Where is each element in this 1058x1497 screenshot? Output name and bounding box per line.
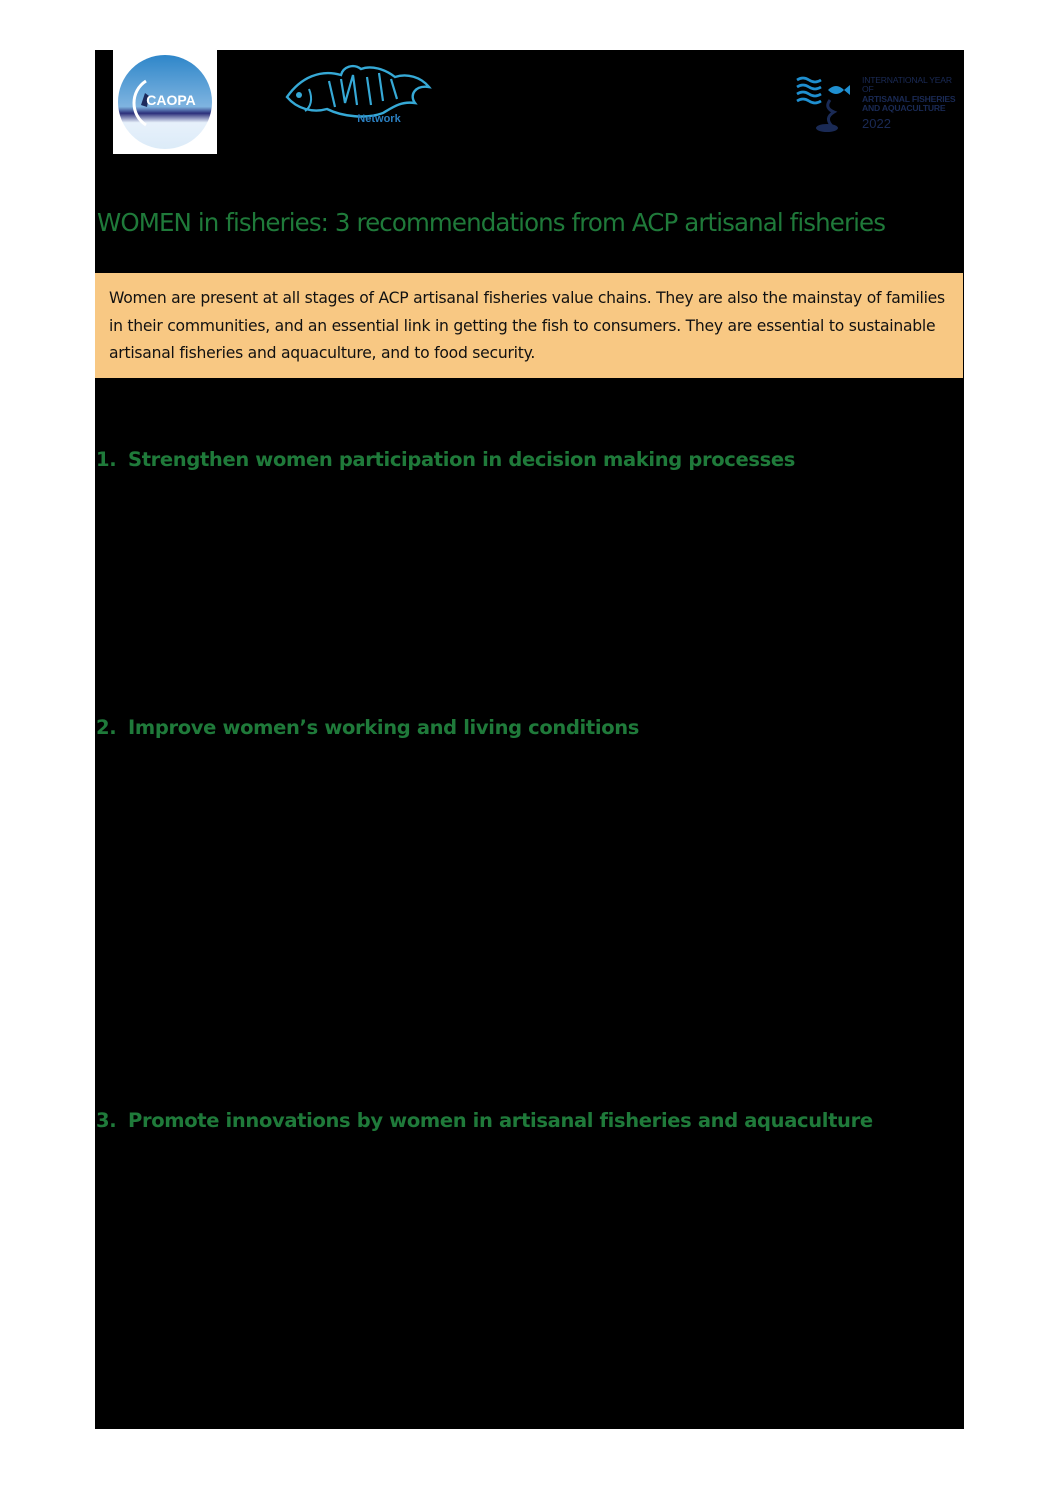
iyafa-line-3: AND AQUACULTURE xyxy=(862,103,946,114)
caopa-logo-text: CAOPA xyxy=(146,92,196,108)
mftal-network-logo xyxy=(283,55,433,135)
intro-callout xyxy=(95,273,963,378)
section-1-heading xyxy=(96,448,795,471)
section-1-title: Strengthen women participation in decision making processes xyxy=(128,448,796,471)
section-2-heading xyxy=(96,716,639,739)
intro-text: Women are present at all stages of ACP artisanal fisheries value chains. They are also the mainstay of families in their communities, and an essential link in getting the fish to consumers. They are essential to sustainable artisanal fisheries and aquaculture, and to food security. xyxy=(109,289,945,362)
caopa-logo xyxy=(113,50,217,154)
iyafa-2022-logo xyxy=(794,74,956,134)
iyafa-label xyxy=(862,76,958,114)
page-body xyxy=(95,50,964,1429)
section-2-number: 2. xyxy=(96,716,117,739)
section-3-heading xyxy=(96,1109,873,1132)
iyafa-line-1: INTERNATIONAL YEAR OF xyxy=(862,75,952,95)
section-1-number: 1. xyxy=(96,448,117,471)
mftal-network-label: Network xyxy=(357,113,401,125)
iyafa-year: 2022 xyxy=(862,116,891,131)
iyafa-line-2: ARTISANAL FISHERIES xyxy=(862,93,956,104)
document-title: WOMEN in fisheries: 3 recommendations from ACP artisanal fisheries xyxy=(97,208,886,237)
section-3-number: 3. xyxy=(96,1109,117,1132)
section-2-title: Improve women’s working and living conditions xyxy=(128,716,640,739)
section-3-title: Promote innovations by women in artisanal fisheries and aquaculture xyxy=(128,1109,873,1132)
